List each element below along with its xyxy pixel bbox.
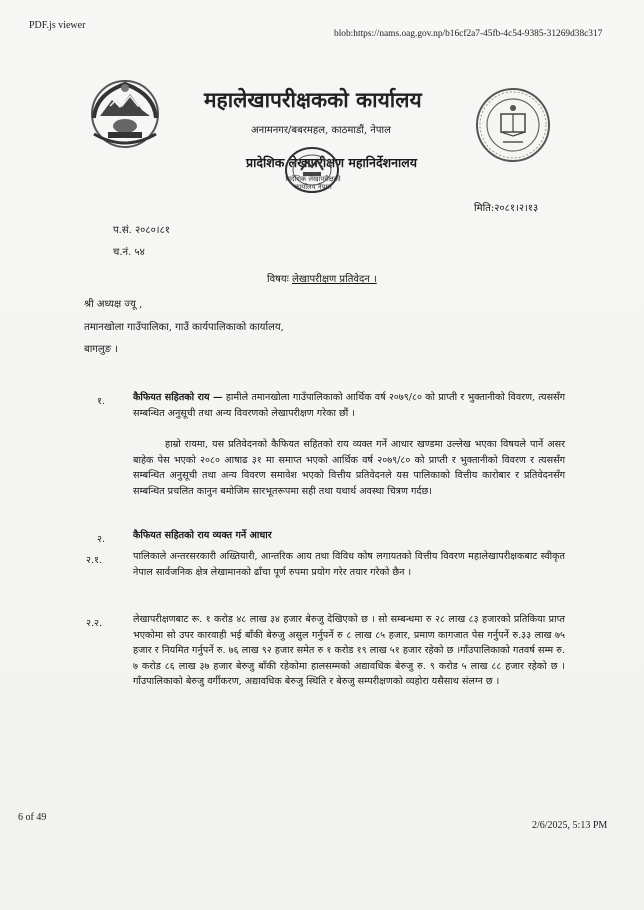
viewer-url: blob:https://nams.oag.gov.np/b16cf2a7-45fb-4c54-9385-31269d38c317 <box>334 29 603 39</box>
office-stamp-icon <box>277 140 347 204</box>
subject-prefix: विषयः <box>267 274 289 285</box>
directorate-name: प्रादेशिक लेखापरीक्षण महानिर्देशनालय <box>246 155 417 170</box>
subject-line <box>267 271 377 285</box>
stamp-text: प्रादेशिक लेखापरीक्षको कार्यालय नेपाल <box>285 175 341 191</box>
office-name: महालेखापरीक्षकको कार्यालय <box>204 87 422 112</box>
addressee-line-1: श्री अध्यक्ष ज्यू , <box>84 299 143 310</box>
letter-date: मिति:२०८१।२।१३ <box>474 203 539 214</box>
section-1-text: हामीले तमानखोला गाउँपालिकाको आर्थिक वर्ष २०७९/८० को प्राप्ती र भुक्तानीको विवरण, त्यससँग सम्बन्धित अनुसूची तथा अन्य विवरणको लेखापरीक्षण गरेका छौं । <box>133 392 565 419</box>
addressee-line-3: बागलुङ । <box>84 344 119 355</box>
oag-seal-icon <box>473 86 553 164</box>
viewer-title: PDF.js viewer <box>29 20 86 31</box>
addressee-line-2: तमानखोला गाउँपालिका, गाउँ कार्यपालिकाको कार्यालय, <box>84 322 284 333</box>
section-2-number: २. <box>97 534 106 545</box>
page-indicator: 6 of 49 <box>18 812 47 823</box>
section-1-heading: कैफियत सहितको राय — <box>133 392 223 403</box>
reference-number: प.सं. २०८०।८१ <box>113 225 170 236</box>
print-datetime: 2/6/2025, 5:13 PM <box>532 820 608 831</box>
section-2-2-number: २.२. <box>86 618 103 629</box>
dispatch-number: च.नं. ५४ <box>113 247 145 258</box>
section-1-number: १. <box>97 396 106 407</box>
nepal-coat-of-arms-icon <box>86 74 164 152</box>
section-2-1-text: पालिकाले अन्तरसरकारी अख्तियारी, आन्तरिक आय तथा विविध कोष लगायतको वित्तीय विवरण महालेखापरीक्षकबाट स्वीकृत नेपाल सार्वजनिक क्षेत्र लेखामानको ढाँचा पूर्ण रुपमा प्रयोग गरेर तयार गरेको छैन । <box>133 551 565 578</box>
subject-text: लेखापरीक्षण प्रतिवेदन । <box>291 274 377 285</box>
section-2-heading: कैफियत सहितको राय व्यक्त गर्ने आधार <box>133 530 272 541</box>
section-2-2-text: लेखापरीक्षणबाट रू. १ करोड ४८ लाख ३४ हजार बेरुजु देखिएको छ । सो सम्बन्धमा रु २८ लाख ८३ हजारको प्रतिकिया प्राप्त भएकोमा सो उपर कारवाही भई बाँकी बेरुजु असुल गर्नुपर्ने रु ८ लाख ८५ हजार, प्रमाण कागजात पेस गर्नुपर्ने रु.३३ लाख ७५ हजार र नियमित गर्नुपर्ने रु. ७६ लाख ९२ हजार समेत रु १ करोड १९ लाख ५१ हजार रहेको छ ।गाँउपालिकाको गतवर्ष सम्म रु. ७ करोड ८६ लाख ३७ हजार बेरुजु बाँकी रहेकोमा हालसम्मको अद्यावधिक बेरुजु रु. ९ करोड ५ लाख ८८ हजार रहेको छ ।गाँउपालिकाको बेरुजु वर्गीकरण, अद्यावधिक बेरुजु स्थिति र बेरुजु सम्परीक्षणको व्यहोरा यसैसाथ संलग्न छ । <box>133 614 565 687</box>
section-2-1-number: २.१. <box>86 555 103 566</box>
office-address: अनामनगर/बबरमहल, काठमाडौं, नेपाल <box>251 125 391 136</box>
section-1-paragraph <box>133 390 565 421</box>
section-1-paragraph-2: हाम्रो रायमा, यस प्रतिवेदनको कैफियत सहितको राय व्यक्त गर्ने आधार खण्डमा उल्लेख भएका विषयले पार्ने असर बाहेक पेस भएको २०८० आषाढ ३१ मा समाप्त भएको आर्थिक वर्ष २०७९/८० को प्राप्ती र भुक्तानीको विवरण र त्यससँग सम्बन्धित अनुसूची तथा अन्य विवरण समावेश भएको वित्तीय प्रतिवेदनले यस पालिकाको वित्तीय कारोबार र प्रतिवेदनसँग सम्बन्धित प्रचलित कानुन बमोजिम सारभूतरूपमा सही तथा यथार्थ अवस्था चित्रण गर्दछ। <box>133 439 565 497</box>
